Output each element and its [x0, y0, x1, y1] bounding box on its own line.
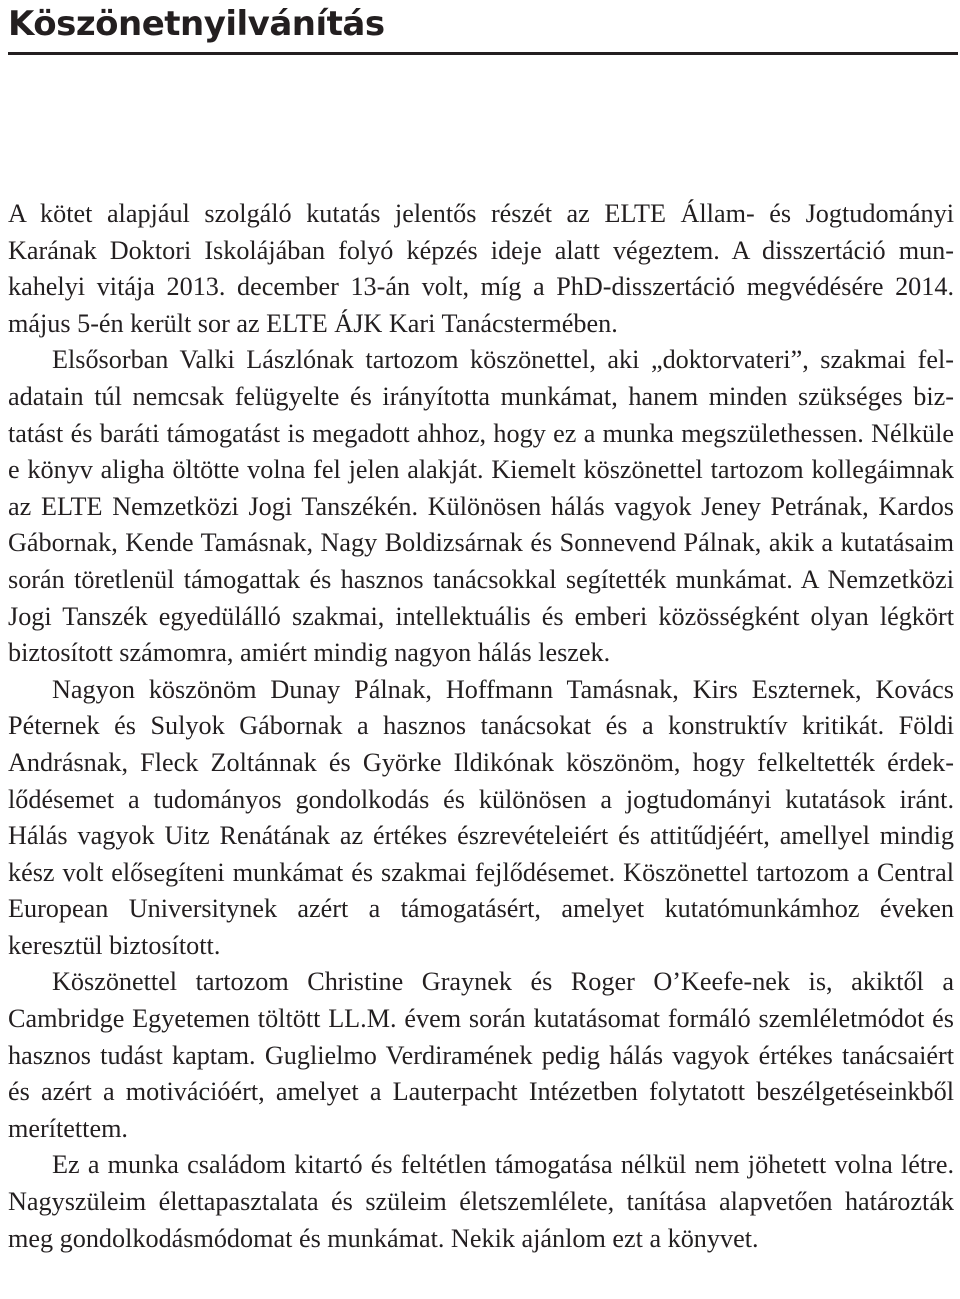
title-underline: [8, 52, 958, 55]
paragraph-1: A kötet alapjául szolgáló kutatás jelentős részét az ELTE Állam- és Jogtudományi Karának Doktori Iskolájában folyó képzés ideje alatt végeztem. A disszertáció munkahelyi vitája 2013. december 13-án volt, míg a PhD-disszertáció megvédésére 2014. május 5-én került sor az ELTE ÁJK Kari Tanácstermében.: [8, 199, 954, 338]
body-text: [8, 196, 954, 1257]
paragraph-5: Ez a munka családom kitartó és feltétlen támogatása nélkül nem jöhetett volna létre. Nagyszüleim élettapasztalata és szüleim életszemlélete, tanítása alapvetően határozták meg gondolkodásmódomat és munkámat. Nekik ajánlom ezt a könyvet.: [8, 1150, 954, 1253]
paragraph-4: Köszönettel tartozom Christine Graynek és Roger O’Keefe-nek is, akiktől a Cambridge Egyetemen töltött LL.M. évem során kutatásomat formáló szemléletmódot és hasznos tudást kaptam. Guglielmo Verdiramének pedig hálás vagyok értékes tanácsaiért és azért a motivációért, amelyet a Lauterpacht Intézetben folytatott beszélgetéseinkből merítettem.: [8, 967, 954, 1143]
page-title: Köszönetnyilvánítás: [8, 4, 385, 44]
paragraph-3: Nagyon köszönöm Dunay Pálnak, Hoffmann Tamásnak, Kirs Eszternek, Kovács Péternek és Sulyok Gábornak a hasznos tanácsokat és a konstruktív kritikát. Földi Andrásnak, Fleck Zoltánnak és Györke Ildikónak köszönöm, hogy felkeltették érdeklődésemet a tudományos gondolkodás és különösen a jogtudományi kutatások iránt. Hálás vagyok Uitz Renátának az értékes észrevételeiért és attitűdjéért, amellyel mindig kész volt elősegíteni munkámat és szakmai fejlődésemet. Köszönettel tartozom a Central European Universitynek azért a támogatásért, amelyet kutatómunkámhoz éveken keresztül biztosított.: [8, 674, 954, 960]
paragraph-2: Elsősorban Valki Lászlónak tartozom köszönettel, aki „doktorvateri”, szakmai feladatain túl nemcsak felügyelte és irányította munkámat, hanem minden szükséges biztatást és baráti támogatást is megadott ahhoz, hogy ez a munka megszülethessen. Nélküle e könyv aligha öltötte volna fel jelen alakját. Kiemelt köszönettel tartozom kollegáimnak az ELTE Nemzetközi Jogi Tanszékén. Különösen hálás vagyok Jeney Petrának, Kardos Gábornak, Kende Tamásnak, Nagy Boldizsárnak és Sonnevend Pálnak, akik a kutatásaim során töretlenül támogattak és hasznos tanácsokkal segítették munkámat. A Nemzetközi Jogi Tanszék egyedülálló szakmai, intellektuális és emberi közösségként olyan légkört biztosított számomra, amiért mindig nagyon hálás leszek.: [8, 345, 954, 668]
document-page: [8, 0, 958, 1253]
